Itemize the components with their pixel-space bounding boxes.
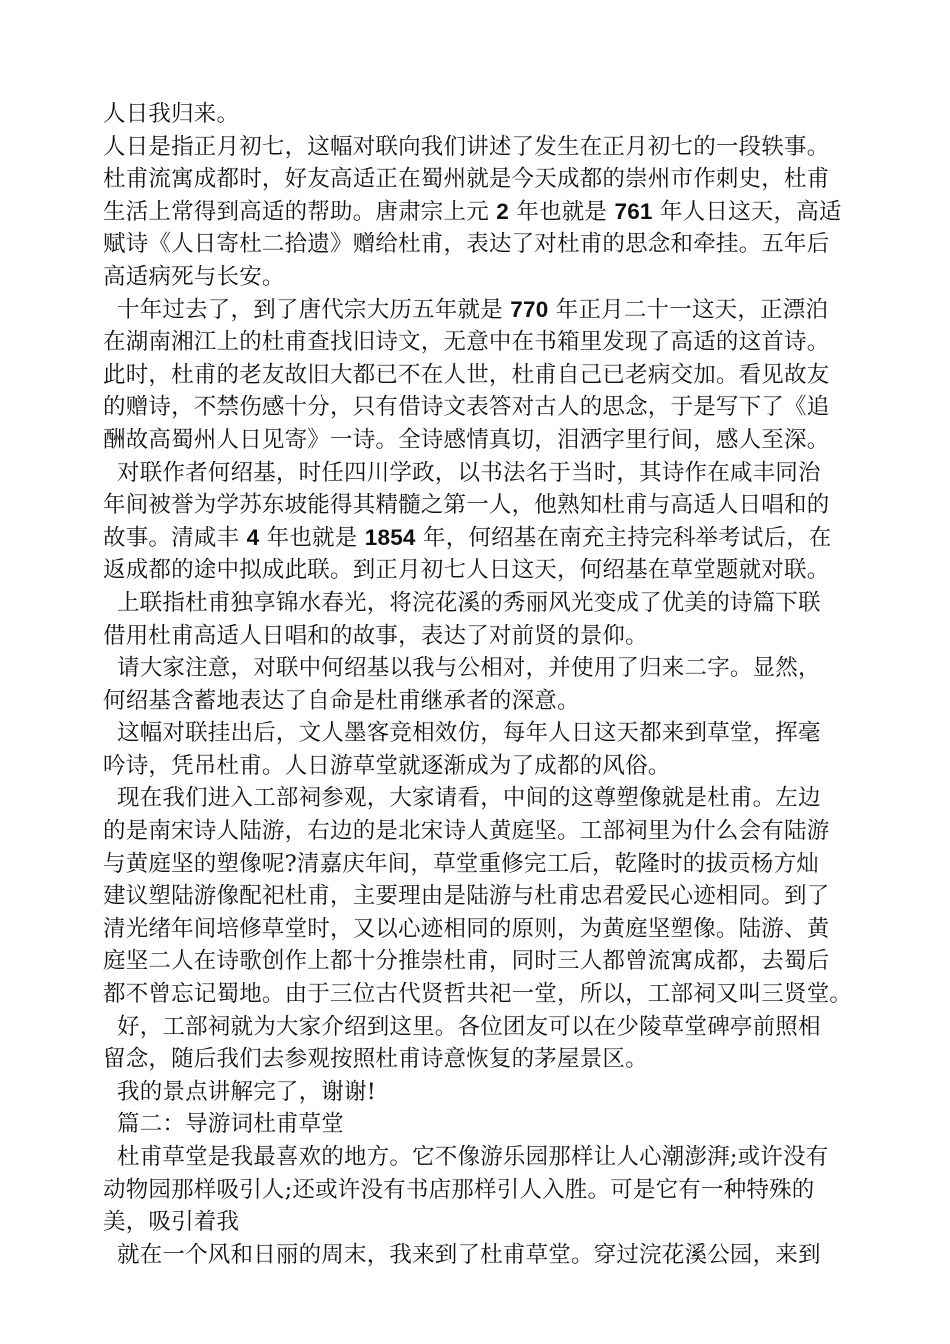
text-line: 人日我归来。: [103, 101, 240, 127]
text-line: 杜甫草堂是我最喜欢的地方。它不像游乐园那样让人心潮澎湃;或许没有: [117, 1144, 829, 1170]
text-line: 年间被誉为学苏东坡能得其精髓之第一人，他熟知杜甫与高适人日唱和的: [103, 492, 830, 519]
text-line: 请大家注意，对联中何绍基以我与公相对，并使用了归来二字。显然，: [117, 655, 821, 682]
text-line: 何绍基含蓄地表达了自命是杜甫继承者的深意。: [103, 687, 580, 714]
text-line: 借用杜甫高适人日唱和的故事，表达了对前贤的景仰。: [103, 622, 648, 649]
text-line: 上联指杜甫独享锦水春光，将浣花溪的秀丽风光变成了优美的诗篇下联: [117, 589, 821, 616]
text-line: 赋诗《人日寄杜二拾遗》赠给杜甫，表达了对杜甫的思念和牵挂。五年后: [103, 231, 830, 258]
text-line: 在湖南湘江上的杜甫查找旧诗文，无意中在书箱里发现了高适的这首诗。: [103, 329, 830, 356]
text-line: 对联作者何绍基，时任四川学政，以书法名于当时，其诗作在咸丰同治: [117, 459, 821, 486]
text-line: 吟诗，凭吊杜甫。人日游草堂就逐渐成为了成都的风俗。: [103, 752, 671, 779]
text-line: 与黄庭坚的塑像呢?清嘉庆年间，草堂重修完工后，乾隆时的拔贡杨方灿: [103, 850, 819, 877]
text-line: 此时，杜甫的老友故旧大都已不在人世，杜甫自己已老病交加。看见故友: [103, 361, 830, 388]
text-line: 我的景点讲解完了，谢谢!: [117, 1078, 376, 1105]
text-line: 现在我们进入工部祠参观，大家请看，中间的这尊塑像就是杜甫。左边: [117, 785, 821, 812]
text-line: 的赠诗，不禁伤感十分，只有借诗文表答对古人的思念，于是写下了《追: [103, 394, 830, 421]
text-line: 生活上常得到高适的帮助。唐肃宗上元 2 年也就是 761 年人日这天，高适: [103, 198, 842, 225]
text-line: 篇二：导游词杜甫草堂: [117, 1111, 345, 1138]
text-line: 故事。清咸丰 4 年也就是 1854 年，何绍基在南充主持完科举考试后，在: [103, 524, 832, 551]
text-line: 就在一个风和日丽的周末，我来到了杜甫草堂。穿过浣花溪公园，来到: [117, 1241, 821, 1268]
text-line: 十年过去了，到了唐代宗大历五年就是 770 年正月二十一这天，正漂泊: [117, 296, 829, 323]
text-line: 人日是指正月初七，这幅对联向我们讲述了发生在正月初七的一段轶事。: [103, 133, 830, 160]
text-line: 好，工部祠就为大家介绍到这里。各位团友可以在少陵草堂碑亭前照相: [117, 1013, 821, 1040]
text-line: 留念，随后我们去参观按照杜甫诗意恢复的茅屋景区。: [103, 1046, 648, 1073]
text-line: 都不曾忘记蜀地。由于三位古代贤哲共祀一堂，所以，工部祠又叫三贤堂。: [103, 981, 853, 1008]
text-line: 返成都的途中拟成此联。到正月初七人日这天，何绍基在草堂题就对联。: [103, 557, 830, 584]
text-line: 高适病死与长安。: [103, 263, 285, 290]
text-line: 杜甫流寓成都时，好友高适正在蜀州就是今天成都的崇州市作刺史，杜甫: [103, 166, 830, 193]
text-line: 美，吸引着我: [103, 1209, 240, 1236]
text-line: 清光绪年间培修草堂时，又以心迹相同的原则，为黄庭坚塑像。陆游、黄: [103, 915, 830, 942]
text-line: 酬故高蜀州人日见寄》一诗。全诗感情真切，泪洒字里行间，感人至深。: [103, 426, 830, 453]
text-line: 建议塑陆游像配祀杜甫，主要理由是陆游与杜甫忠君爱民心迹相同。到了: [103, 883, 830, 910]
text-line: 动物园那样吸引人;还或许没有书店那样引人入胜。可是它有一种特殊的: [103, 1176, 815, 1203]
text-line: 这幅对联挂出后，文人墨客竞相效仿，每年人日这天都来到草堂，挥毫: [117, 720, 821, 747]
text-line: 的是南宋诗人陆游，右边的是北宋诗人黄庭坚。工部祠里为什么会有陆游: [103, 818, 830, 845]
body-text: [103, 98, 863, 1271]
text-line: 庭坚二人在诗歌创作上都十分推崇杜甫，同时三人都曾流寓成都，去蜀后: [103, 948, 830, 975]
